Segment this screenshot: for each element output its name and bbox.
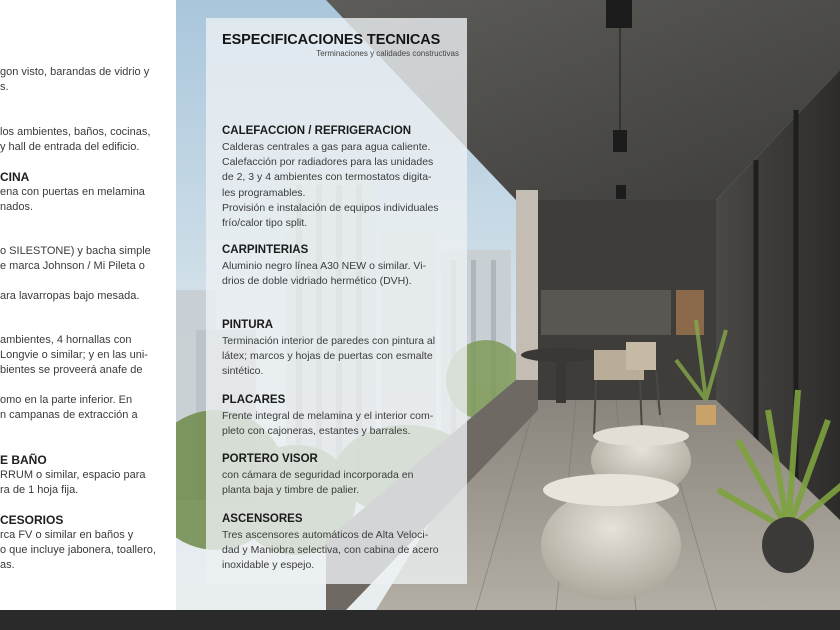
left-block-1 bbox=[0, 65, 176, 95]
spec-line: Provisión e instalación de equipos individuales bbox=[222, 201, 439, 214]
left-line: s. bbox=[0, 81, 9, 93]
left-block-5 bbox=[0, 289, 176, 304]
left-line: n campanas de extracción a bbox=[0, 409, 138, 421]
spec-line: frío/calor tipo split. bbox=[222, 217, 308, 230]
left-line: ara lavarropas bajo mesada. bbox=[0, 290, 140, 302]
left-line: as. bbox=[0, 559, 15, 571]
spec-line: Calderas centrales a gas para agua caliente. bbox=[222, 141, 431, 153]
left-line: ambientes, 4 hornallas con bbox=[0, 334, 132, 346]
spec-line: de 2, 3 y 4 ambientes con termostatos digita- bbox=[222, 171, 432, 184]
left-line: e marca Johnson / Mi Pileta o bbox=[0, 260, 145, 272]
spec-line: sintético. bbox=[222, 365, 264, 378]
left-line: nados. bbox=[0, 201, 34, 213]
spec-title: PLACARES bbox=[222, 394, 286, 406]
spec-title: PORTERO VISOR bbox=[222, 453, 318, 465]
spec-line: Aluminio negro línea A30 NEW o similar. Vi- bbox=[222, 260, 427, 272]
spec-line: Calefacción por radiadores para las unidades bbox=[222, 156, 434, 169]
left-line: y hall de entrada del edificio. bbox=[0, 141, 140, 153]
spec-section-pintura bbox=[222, 318, 462, 380]
left-block-7 bbox=[0, 393, 176, 423]
spec-section-ascensores bbox=[222, 512, 462, 574]
panel-subtitle: Terminaciones y calidades constructivas bbox=[316, 49, 459, 58]
spec-title: CALEFACCION / REFRIGERACION bbox=[222, 125, 412, 137]
spec-line: pleto con cajoneras, estantes y barrales. bbox=[222, 425, 411, 438]
left-block-2 bbox=[0, 125, 176, 155]
left-line: Longvie o similar; y en las uni- bbox=[0, 349, 148, 361]
spec-line: con cámara de seguridad incorporada en bbox=[222, 469, 414, 481]
spec-section-carpinterias bbox=[222, 243, 462, 289]
left-line: gon visto, barandas de vidrio y bbox=[0, 66, 150, 78]
left-line: bientes se proveerá anafe de bbox=[0, 364, 143, 376]
spec-line: Frente integral de melamina y el interior com- bbox=[222, 410, 434, 422]
spec-line: drios de doble vidriado hermético (DVH). bbox=[222, 275, 412, 288]
spec-line: dad y Maniobra selectiva, con cabina de acero bbox=[222, 544, 439, 557]
spec-section-portero-visor bbox=[222, 452, 462, 498]
spec-line: Tres ascensores automáticos de Alta Veloci- bbox=[222, 529, 429, 541]
left-line: los ambientes, baños, cocinas, bbox=[0, 126, 151, 138]
spec-line: les programables. bbox=[222, 186, 306, 199]
spec-line: Terminación interior de paredes con pintura al bbox=[222, 335, 436, 347]
left-line: o que incluye jabonera, toallero, bbox=[0, 544, 156, 556]
spec-line: planta baja y timbre de palier. bbox=[222, 484, 360, 497]
left-text-column bbox=[0, 0, 176, 610]
footer-bar bbox=[0, 610, 840, 630]
specifications-panel bbox=[206, 18, 467, 584]
spec-title: PINTURA bbox=[222, 319, 274, 331]
panel-title: ESPECIFICACIONES TECNICAS bbox=[222, 32, 441, 48]
left-line: RRUM o similar, espacio para bbox=[0, 469, 146, 481]
left-heading: E BAÑO bbox=[0, 453, 47, 467]
spec-line: látex; marcos y hojas de puertas con esmalte bbox=[222, 350, 433, 363]
spec-section-placares bbox=[222, 393, 462, 439]
left-heading: CINA bbox=[0, 170, 30, 184]
left-line: ra de 1 hoja fija. bbox=[0, 484, 79, 496]
left-block-4 bbox=[0, 244, 176, 274]
spec-title: CARPINTERIAS bbox=[222, 244, 309, 256]
left-line: o SILESTONE) y bacha simple bbox=[0, 245, 151, 257]
left-line: rca FV o similar en baños y bbox=[0, 529, 134, 541]
spec-section-calefaccion bbox=[222, 124, 462, 231]
left-block-8 bbox=[0, 453, 176, 498]
spec-title: ASCENSORES bbox=[222, 513, 303, 525]
left-block-6 bbox=[0, 333, 176, 378]
left-block-3 bbox=[0, 170, 176, 215]
left-heading: CESORIOS bbox=[0, 513, 64, 527]
left-line: omo en la parte inferior. En bbox=[0, 394, 133, 406]
left-line: ena con puertas en melamina bbox=[0, 186, 145, 198]
spec-line: inoxidable y espejo. bbox=[222, 559, 315, 572]
left-block-9 bbox=[0, 513, 176, 573]
